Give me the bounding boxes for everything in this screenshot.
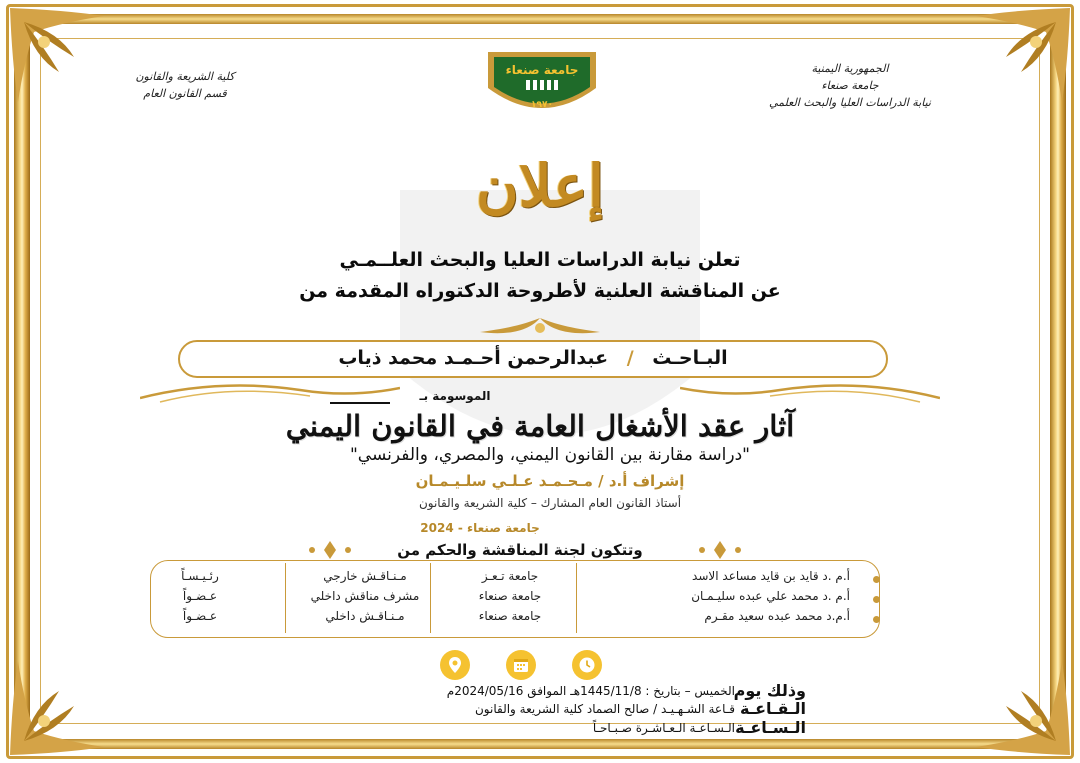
- clock-icon: [572, 650, 602, 680]
- member-university: جامعة صنعاء: [478, 589, 542, 603]
- researcher-banner: [178, 340, 888, 378]
- announcement-title-block: [440, 145, 640, 230]
- member-position: رئـيـسـاً: [181, 569, 219, 583]
- member-university: جامعة تـعـز: [481, 569, 539, 583]
- university-year: جامعة صنعاء - 2024: [420, 521, 540, 535]
- member-university: جامعة صنعاء: [478, 609, 542, 623]
- header-left-block: [100, 68, 270, 102]
- swirl-ornament-right: [680, 378, 940, 410]
- titled-label: الموسومة بـ: [419, 389, 491, 403]
- committee-row: [160, 589, 880, 611]
- logo-name-text: جامعة صنعاء: [505, 63, 579, 77]
- day-label: وذلك يوم: [733, 681, 806, 700]
- researcher-label: البـاحـث: [652, 347, 728, 369]
- member-name: أ.م.د محمد عبده سعيد مقـرم: [704, 609, 850, 623]
- right-frame-pillar: [1050, 40, 1066, 723]
- announcement-line-1: تعلن نيابة الدراسات العليا والبحث العلــمـي: [339, 249, 741, 271]
- header-department: قسم القانون العام: [143, 87, 227, 100]
- swirl-ornament-left: [140, 378, 400, 410]
- member-name: أ.م .د قايد بن قايد مساعد الاسد: [692, 569, 850, 583]
- thesis-title: آثار عقد الأشغال العامة في القانون اليمني: [285, 409, 795, 443]
- header-right-block: [750, 60, 950, 111]
- time-value: الـسـاعـة الـعـاشـرة صـبـاحـاً: [592, 721, 735, 735]
- calendar-icon: [506, 650, 536, 680]
- bottom-left-corner-ornament: [4, 651, 114, 761]
- bottom-right-corner-ornament: [966, 651, 1076, 761]
- logo-year-text: ١٩٧٠: [531, 100, 553, 110]
- researcher-separator: /: [626, 347, 634, 369]
- member-role: مـنـاقـش خارجي: [323, 569, 407, 583]
- announcement-line-2: عن المناقشة العلنية لأطروحة الدكتوراه المقدمة من: [299, 280, 781, 302]
- top-right-corner-ornament: [966, 2, 1076, 112]
- top-frame-bar: [60, 14, 1020, 24]
- member-name: أ.م .د محمد علي عبده سليـمـان: [691, 589, 850, 603]
- announcement-title: إعلان: [476, 152, 604, 220]
- member-role: مـنـاقـش داخلي: [325, 609, 405, 623]
- hall-value: قـاعة الشـهـيـد / صالح الصماد كلية الشريعة والقانون: [474, 702, 735, 716]
- thesis-subtitle: "دراسة مقارنة بين القانون اليمني، والمصري، والفرنسي": [349, 445, 750, 465]
- supervisor-role: أستاذ القانون العام المشارك – كلية الشريعة والقانون: [418, 496, 682, 510]
- header-faculty: كلية الشريعة والقانون: [135, 70, 235, 83]
- hall-label: الـقـاعـة: [739, 699, 806, 718]
- committee-row: [160, 609, 880, 631]
- header-deanship: نيابة الدراسات العليا والبحث العلمي: [768, 96, 931, 109]
- ornament-divider-top: [470, 314, 610, 340]
- time-label: الـسـاعـة: [735, 718, 806, 737]
- committee-row: [160, 569, 880, 591]
- left-frame-pillar: [14, 40, 30, 723]
- university-logo: [480, 48, 604, 122]
- committee-heading: وتتكون لجنة المناقشة والحكم من: [397, 541, 643, 559]
- member-position: عـضـواً: [182, 609, 218, 623]
- header-country: الجمهورية اليمنية: [811, 62, 889, 75]
- member-role: مشرف مناقش داخلي: [310, 589, 420, 603]
- researcher-name: عبدالرحمن أحـمـد محمد ذياب: [338, 347, 609, 369]
- day-value: الخميس – بتاريخ : 1445/11/8هـ الموافق 2024/05/16م: [446, 684, 735, 698]
- location-icon: [440, 650, 470, 680]
- bottom-frame-bar: [60, 739, 1020, 749]
- member-position: عـضـواً: [182, 589, 218, 603]
- titled-underline: [330, 402, 390, 404]
- supervisor-name: إشراف أ.د / مـحـمـد عـلـي سلـيـمـان: [415, 472, 685, 490]
- header-university: جامعة صنعاء: [821, 79, 879, 92]
- top-left-corner-ornament: [4, 2, 114, 112]
